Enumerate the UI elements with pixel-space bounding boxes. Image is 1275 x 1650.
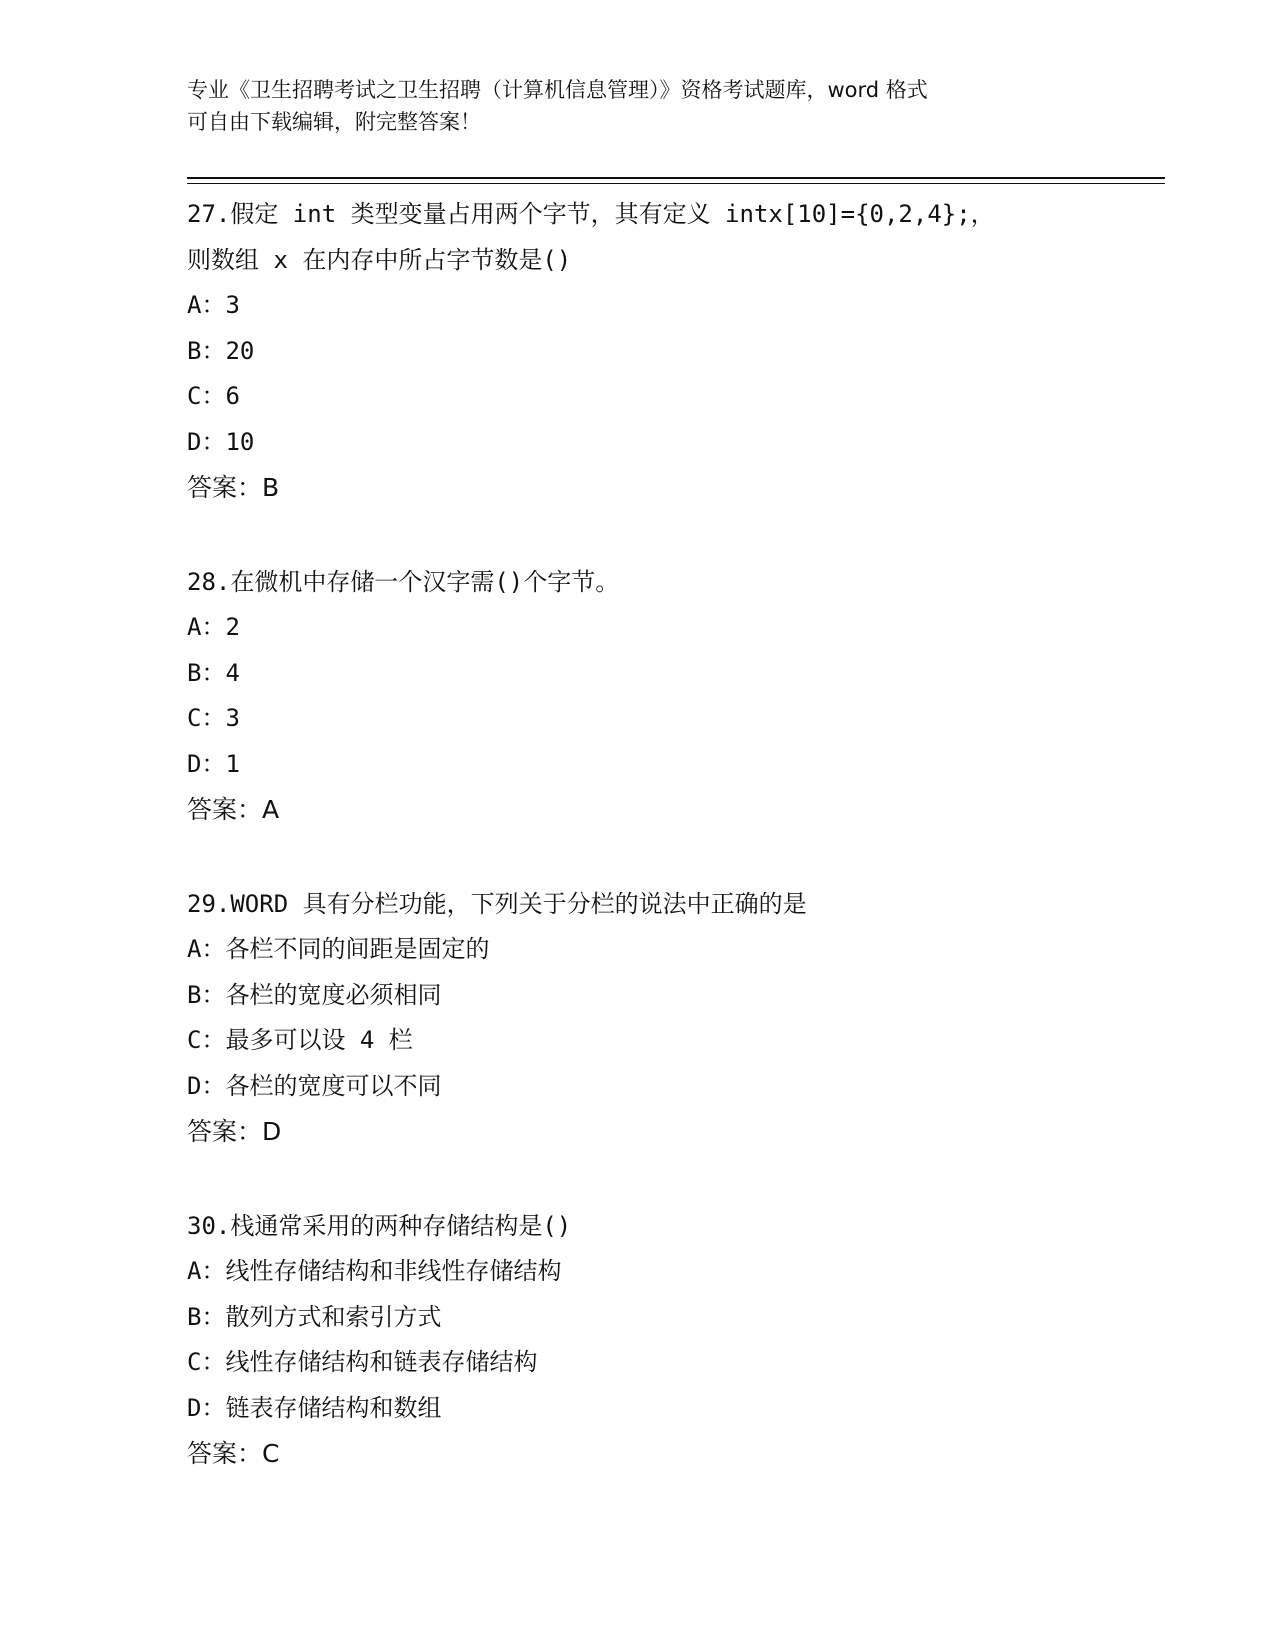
question-stem: 27.假定 int 类型变量占用两个字节，其有定义 intx[10]={0,2,4};， bbox=[187, 200, 995, 228]
question-stem: 28.在微机中存储一个汉字需()个字节。 bbox=[187, 567, 620, 596]
question-block bbox=[187, 882, 1087, 1155]
option-a: A：2 bbox=[187, 613, 240, 641]
header-line-1: 专业《卫生招聘考试之卫生招聘（计算机信息管理）》资格考试题库，word 格式 bbox=[187, 78, 928, 102]
answer-text: 答案：A bbox=[187, 795, 280, 824]
option-a: A：3 bbox=[187, 291, 240, 319]
option-c: C：最多可以设 4 栏 bbox=[187, 1026, 413, 1054]
option-d: D：10 bbox=[187, 427, 255, 456]
header-divider-thin bbox=[187, 183, 1165, 184]
option-d: D：链表存储结构和数组 bbox=[187, 1393, 442, 1422]
question-block bbox=[187, 192, 1087, 511]
option-d: D：1 bbox=[187, 749, 240, 778]
question-spacer bbox=[187, 1155, 1087, 1204]
option-b: B：4 bbox=[187, 658, 240, 687]
question-stem: 29.WORD 具有分栏功能，下列关于分栏的说法中正确的是 bbox=[187, 889, 807, 918]
header-line-2: 可自由下载编辑，附完整答案！ bbox=[187, 110, 481, 134]
question-list bbox=[187, 192, 1087, 1477]
question-stem: 则数组 x 在内存中所占字节数是() bbox=[187, 245, 572, 274]
option-b: B：各栏的宽度必须相同 bbox=[187, 980, 442, 1009]
question-block bbox=[187, 560, 1087, 833]
option-c: C：线性存储结构和链表存储结构 bbox=[187, 1348, 538, 1376]
answer-text: 答案：B bbox=[187, 473, 280, 502]
option-b: B：20 bbox=[187, 336, 255, 365]
option-b: B：散列方式和索引方式 bbox=[187, 1302, 442, 1331]
option-a: A：各栏不同的间距是固定的 bbox=[187, 935, 490, 963]
question-block bbox=[187, 1204, 1087, 1477]
document-header bbox=[187, 74, 1087, 138]
option-c: C：3 bbox=[187, 704, 240, 732]
header-divider-thick bbox=[187, 177, 1165, 179]
answer-text: 答案：C bbox=[187, 1439, 280, 1468]
answer-text: 答案：D bbox=[187, 1117, 282, 1146]
option-a: A：线性存储结构和非线性存储结构 bbox=[187, 1257, 562, 1285]
option-c: C：6 bbox=[187, 382, 240, 410]
question-spacer bbox=[187, 833, 1087, 882]
question-stem: 30.栈通常采用的两种存储结构是() bbox=[187, 1211, 572, 1240]
option-d: D：各栏的宽度可以不同 bbox=[187, 1071, 442, 1100]
question-spacer bbox=[187, 511, 1087, 560]
